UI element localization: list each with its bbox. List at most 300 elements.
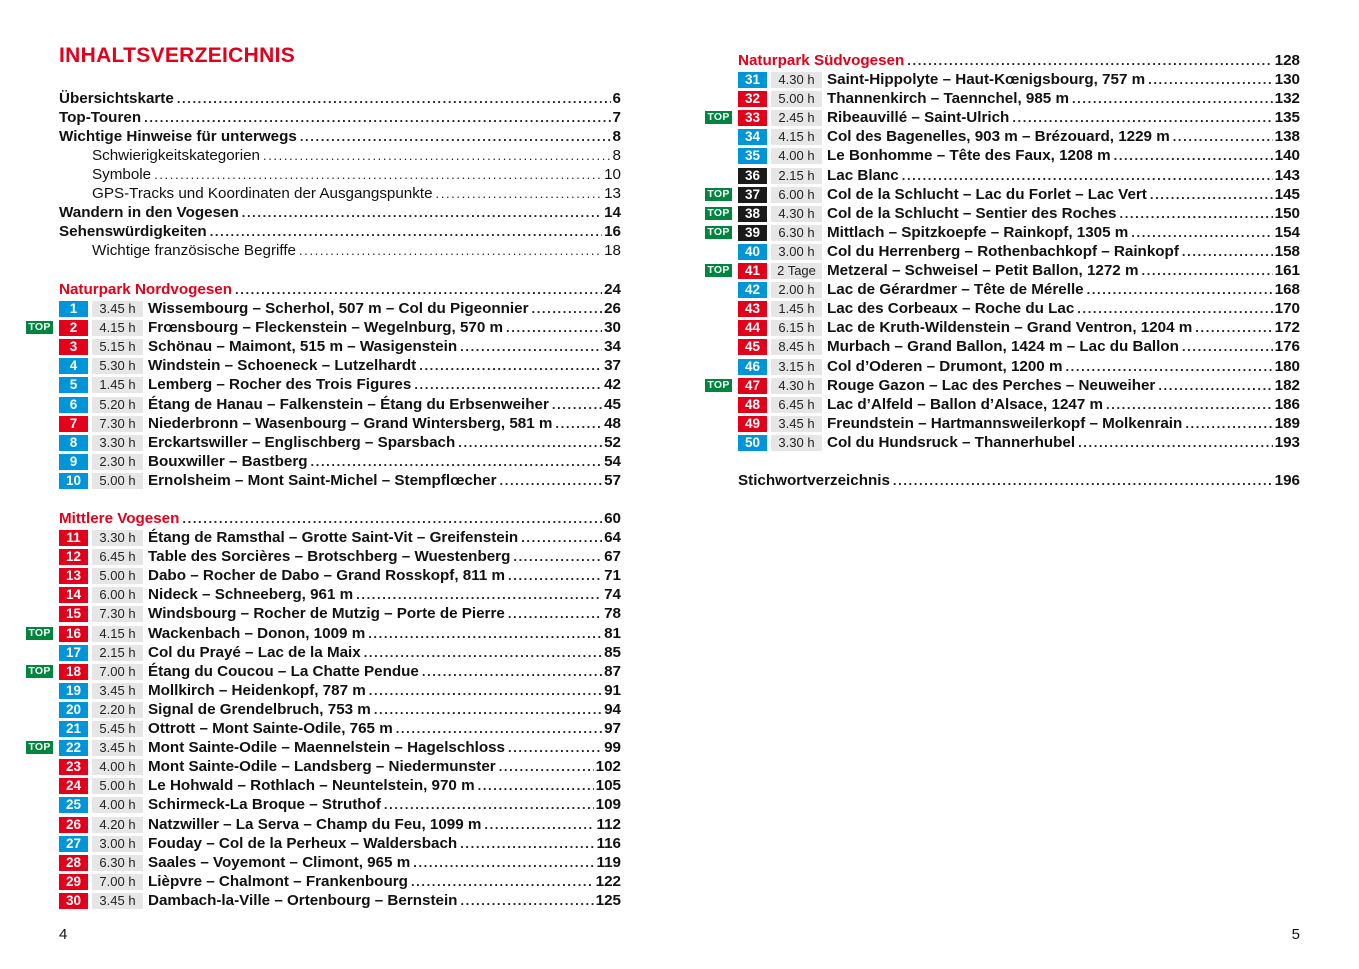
tour-duration: 6.30 h — [92, 855, 143, 871]
tour-row — [148, 853, 621, 872]
tour-row — [827, 337, 1300, 356]
tour-row-page: 154 — [1274, 224, 1300, 241]
leader-dots — [356, 585, 602, 604]
top-badge: TOP — [705, 207, 732, 220]
tour-row-text: Étang de Ramsthal – Grotte Saint-Vit – Greifenstein — [148, 529, 519, 546]
leader-dots — [1185, 414, 1272, 433]
tour-row-page: 109 — [595, 796, 621, 813]
section-heading-suedvogesen — [738, 51, 1300, 70]
tour-row — [148, 395, 621, 414]
leader-dots — [521, 528, 602, 547]
tour-row — [148, 337, 621, 356]
intro-entry-text: Schwierigkeitskategorien — [92, 147, 260, 164]
leader-dots — [555, 414, 602, 433]
tour-row-page: 81 — [604, 625, 621, 642]
tour-row-text: Ottrott – Mont Sainte-Odile, 765 m — [148, 720, 393, 737]
tour-duration: 6.30 h — [771, 225, 822, 241]
leader-dots — [413, 853, 594, 872]
tour-row-page: 130 — [1274, 71, 1300, 88]
intro-entry-text: Wichtige Hinweise für unterwegs — [59, 128, 297, 145]
tour-row-text: Col des Bagenelles, 903 m – Brézouard, 1229 m — [827, 128, 1170, 145]
tour-row-text: Col de la Schlucht – Sentier des Roches — [827, 205, 1117, 222]
tour-duration: 3.00 h — [771, 244, 822, 260]
leader-dots — [458, 433, 602, 452]
tour-duration: 6.00 h — [92, 587, 143, 603]
leader-dots — [1131, 223, 1272, 242]
leader-dots — [907, 51, 1272, 70]
tour-number-badge: 26 — [59, 817, 88, 833]
tour-row-page: 161 — [1274, 262, 1300, 279]
tour-row — [148, 318, 621, 337]
tour-number-badge: 16 — [59, 626, 88, 642]
leader-dots — [1114, 146, 1273, 165]
tour-number-badge: 34 — [738, 129, 767, 145]
top-badge: TOP — [705, 264, 732, 277]
leader-dots — [235, 280, 602, 299]
tour-row-page: 105 — [595, 777, 621, 794]
leader-dots — [460, 834, 594, 853]
tour-row — [148, 356, 621, 375]
tour-row — [148, 433, 621, 452]
tour-row-text: Schönau – Maimont, 515 m – Wasigenstein — [148, 338, 458, 355]
leader-dots — [300, 127, 611, 146]
leader-dots — [500, 471, 603, 490]
tour-row-page: 135 — [1274, 109, 1300, 126]
intro-entry-text: Symbole — [92, 166, 152, 183]
intro-entry-page: 7 — [612, 109, 621, 126]
tour-duration: 4.30 h — [771, 206, 822, 222]
tour-number-badge: 4 — [59, 358, 88, 374]
tour-number-badge: 47 — [738, 378, 767, 394]
intro-entry — [59, 222, 621, 241]
leader-dots — [1065, 357, 1272, 376]
tour-row-text: Lemberg – Rocher des Trois Figures — [148, 376, 412, 393]
intro-entry — [59, 203, 621, 222]
tour-row — [827, 318, 1300, 337]
tour-row — [827, 261, 1300, 280]
tour-row-page: 189 — [1274, 415, 1300, 432]
tour-duration: 4.30 h — [771, 72, 822, 88]
intro-entry — [92, 184, 621, 203]
tour-duration: 3.30 h — [92, 435, 143, 451]
tour-row-page: 45 — [604, 396, 621, 413]
leader-dots — [436, 184, 603, 203]
tour-row — [827, 433, 1300, 452]
tour-number-badge: 25 — [59, 797, 88, 813]
leader-dots — [311, 452, 603, 471]
tour-number-badge: 3 — [59, 339, 88, 355]
intro-entry — [59, 127, 621, 146]
tour-row — [827, 89, 1300, 108]
leader-dots — [484, 815, 594, 834]
intro-entry-page: 18 — [604, 242, 621, 259]
leader-dots — [1072, 89, 1273, 108]
tour-row-page: 48 — [604, 415, 621, 432]
tour-number-badge: 12 — [59, 549, 88, 565]
tour-row-page: 168 — [1274, 281, 1300, 298]
tour-row-text: Mont Sainte-Odile – Landsberg – Niedermunster — [148, 758, 496, 775]
intro-entry — [92, 165, 621, 184]
tour-duration: 1.45 h — [771, 301, 822, 317]
tour-duration: 7.30 h — [92, 606, 143, 622]
tour-number-badge: 43 — [738, 301, 767, 317]
leader-dots — [396, 719, 602, 738]
tour-row — [148, 299, 621, 318]
tour-row-page: 145 — [1274, 186, 1300, 203]
leader-dots — [1182, 337, 1273, 356]
page-number-left: 4 — [59, 926, 68, 943]
tour-number-badge: 2 — [59, 320, 88, 336]
tour-duration: 5.00 h — [771, 91, 822, 107]
intro-entry-page: 8 — [612, 147, 621, 164]
leader-dots — [1106, 395, 1273, 414]
tour-row — [148, 776, 621, 795]
tour-number-badge: 29 — [59, 874, 88, 890]
intro-entry — [92, 146, 621, 165]
tour-number-badge: 27 — [59, 836, 88, 852]
section-heading-nordvogesen-page: 24 — [604, 281, 621, 298]
top-badge: TOP — [26, 741, 53, 754]
tour-row-page: 71 — [604, 567, 621, 584]
tour-row-page: 150 — [1274, 205, 1300, 222]
leader-dots — [499, 757, 594, 776]
tour-number-badge: 10 — [59, 473, 88, 489]
top-badge: TOP — [705, 188, 732, 201]
tour-row — [148, 662, 621, 681]
tour-row — [827, 414, 1300, 433]
tour-row-text: Ribeauvillé – Saint-Ulrich — [827, 109, 1010, 126]
section-heading-suedvogesen-page: 128 — [1274, 52, 1300, 69]
tour-row — [827, 376, 1300, 395]
tour-number-badge: 24 — [59, 778, 88, 794]
tour-row-page: 67 — [604, 548, 621, 565]
tour-duration: 3.45 h — [92, 683, 143, 699]
tour-number-badge: 9 — [59, 454, 88, 470]
tour-duration: 4.15 h — [771, 129, 822, 145]
tour-row-text: Lac Blanc — [827, 167, 899, 184]
tour-number-badge: 33 — [738, 110, 767, 126]
tour-row-page: 132 — [1274, 90, 1300, 107]
leader-dots — [1078, 433, 1273, 452]
tour-number-badge: 7 — [59, 416, 88, 432]
tour-number-badge: 49 — [738, 416, 767, 432]
tour-row-page: 143 — [1274, 167, 1300, 184]
leader-dots — [552, 395, 602, 414]
tour-duration: 8.45 h — [771, 339, 822, 355]
tour-number-badge: 39 — [738, 225, 767, 241]
tour-row-text: Nideck – Schneeberg, 961 m — [148, 586, 354, 603]
tour-row-page: 186 — [1274, 396, 1300, 413]
intro-entry-page: 14 — [604, 204, 621, 221]
tour-row-text: Thannenkirch – Taennchel, 985 m — [827, 90, 1069, 107]
tour-duration: 5.45 h — [92, 721, 143, 737]
tour-duration: 3.45 h — [92, 740, 143, 756]
tour-row-page: 99 — [604, 739, 621, 756]
tour-duration: 2.30 h — [92, 454, 143, 470]
leader-dots — [1141, 261, 1272, 280]
tour-row-text: Rouge Gazon – Lac des Perches – Neuweiher — [827, 377, 1156, 394]
tour-row-page: 64 — [604, 529, 621, 546]
tour-number-badge: 17 — [59, 645, 88, 661]
tour-row — [148, 719, 621, 738]
tour-row — [148, 604, 621, 623]
tour-row-text: Bouxwiller – Bastberg — [148, 453, 308, 470]
tour-row-page: 91 — [604, 682, 621, 699]
tour-row-text: Windsbourg – Rocher de Mutzig – Porte de Pierre — [148, 605, 505, 622]
leader-dots — [364, 643, 602, 662]
toc-heading: INHALTSVERZEICHNIS — [59, 44, 296, 67]
tour-row-page: 37 — [604, 357, 621, 374]
tour-row — [827, 299, 1300, 318]
tour-duration: 3.45 h — [92, 301, 143, 317]
leader-dots — [1120, 204, 1273, 223]
tour-row — [148, 643, 621, 662]
leader-dots — [1012, 108, 1272, 127]
tour-number-badge: 15 — [59, 606, 88, 622]
tour-row — [148, 452, 621, 471]
tour-row-page: 30 — [604, 319, 621, 336]
index-entry-text: Stichwortverzeichnis — [738, 472, 890, 489]
tour-duration: 2.00 h — [771, 282, 822, 298]
intro-entry — [59, 89, 621, 108]
tour-row-page: 54 — [604, 453, 621, 470]
tour-row — [148, 815, 621, 834]
leader-dots — [460, 891, 593, 910]
tour-number-badge: 20 — [59, 702, 88, 718]
tour-row — [148, 872, 621, 891]
leader-dots — [508, 604, 602, 623]
tour-number-badge: 30 — [59, 893, 88, 909]
tour-row — [827, 223, 1300, 242]
leader-dots — [508, 738, 602, 757]
leader-dots — [411, 872, 594, 891]
tour-row — [148, 700, 621, 719]
tour-row-page: 193 — [1274, 434, 1300, 451]
tour-number-badge: 11 — [59, 530, 88, 546]
tour-row-page: 74 — [604, 586, 621, 603]
intro-entry-text: Übersichtskarte — [59, 90, 174, 107]
tour-row — [148, 738, 621, 757]
tour-row — [148, 528, 621, 547]
tour-row-text: Erckartswiller – Englischberg – Sparsbach — [148, 434, 456, 451]
leader-dots — [154, 165, 602, 184]
tour-row-page: 52 — [604, 434, 621, 451]
tour-row-page: 182 — [1274, 377, 1300, 394]
tour-row-text: Col du Herrenberg – Rothenbachkopf – Rainkopf — [827, 243, 1179, 260]
intro-entry-text: Wichtige französische Begriffe — [92, 242, 297, 259]
leader-dots — [1173, 127, 1273, 146]
tour-duration: 2.15 h — [92, 645, 143, 661]
tour-row — [827, 146, 1300, 165]
tour-row-text: Metzeral – Schweisel – Petit Ballon, 1272 m — [827, 262, 1139, 279]
section-heading-mittlere-text: Mittlere Vogesen — [59, 510, 180, 527]
tour-number-badge: 8 — [59, 435, 88, 451]
intro-entry-text: Top-Touren — [59, 109, 142, 126]
leader-dots — [1182, 242, 1273, 261]
tour-row-text: Frœnsbourg – Fleckenstein – Wegelnburg, 570 m — [148, 319, 504, 336]
tour-row — [148, 891, 621, 910]
intro-entry-page: 8 — [612, 128, 621, 145]
leader-dots — [506, 318, 602, 337]
tour-row-text: Le Hohwald – Rothlach – Neuntelstein, 970 m — [148, 777, 475, 794]
tour-duration: 7.30 h — [92, 416, 143, 432]
tour-number-badge: 38 — [738, 206, 767, 222]
tour-duration: 4.00 h — [92, 797, 143, 813]
tour-duration: 3.30 h — [92, 530, 143, 546]
tour-row-text: Mont Sainte-Odile – Maennelstein – Hagelschloss — [148, 739, 505, 756]
tour-row-page: 78 — [604, 605, 621, 622]
leader-dots — [893, 471, 1273, 490]
tour-row-page: 180 — [1274, 358, 1300, 375]
tour-row — [148, 681, 621, 700]
tour-row — [827, 166, 1300, 185]
intro-entry-page: 13 — [604, 185, 621, 202]
tour-number-badge: 32 — [738, 91, 767, 107]
tour-duration: 2.20 h — [92, 702, 143, 718]
section-heading-nordvogesen-text: Naturpark Nordvogesen — [59, 281, 233, 298]
tour-row — [827, 70, 1300, 89]
tour-row-text: Mollkirch – Heidenkopf, 787 m — [148, 682, 366, 699]
tour-number-badge: 22 — [59, 740, 88, 756]
tour-row-page: 176 — [1274, 338, 1300, 355]
tour-duration: 5.20 h — [92, 397, 143, 413]
leader-dots — [144, 108, 610, 127]
tour-duration: 4.30 h — [771, 378, 822, 394]
leader-dots — [210, 222, 602, 241]
tour-number-badge: 19 — [59, 683, 88, 699]
index-entry — [738, 471, 1300, 490]
tour-row-page: 26 — [604, 300, 621, 317]
leader-dots — [1150, 185, 1273, 204]
tour-row-text: Ernolsheim – Mont Saint-Michel – Stempflœcher — [148, 472, 497, 489]
top-badge: TOP — [705, 379, 732, 392]
tour-row-text: Col du Hundsruck – Thannerhubel — [827, 434, 1076, 451]
tour-row-text: Windstein – Schoeneck – Lutzelhardt — [148, 357, 417, 374]
leader-dots — [299, 241, 602, 260]
tour-row-text: Lac des Corbeaux – Roche du Lac — [827, 300, 1075, 317]
tour-row-page: 112 — [596, 816, 621, 833]
leader-dots — [384, 795, 594, 814]
tour-number-badge: 28 — [59, 855, 88, 871]
index-entry-page: 196 — [1274, 472, 1300, 489]
tour-row-page: 85 — [604, 644, 621, 661]
tour-row — [827, 242, 1300, 261]
tour-duration: 2.45 h — [771, 110, 822, 126]
tour-duration: 3.45 h — [771, 416, 822, 432]
tour-duration: 2.15 h — [771, 168, 822, 184]
tour-duration: 3.45 h — [92, 893, 143, 909]
intro-entry — [92, 241, 621, 260]
tour-duration: 4.15 h — [92, 320, 143, 336]
tour-row-text: Le Bonhomme – Tête des Faux, 1208 m — [827, 147, 1111, 164]
intro-entry-page: 6 — [612, 90, 621, 107]
tour-number-badge: 21 — [59, 721, 88, 737]
top-badge: TOP — [26, 321, 53, 334]
tour-row — [148, 471, 621, 490]
tour-row-page: 122 — [595, 873, 621, 890]
tour-row-text: Table des Sorcières – Brotschberg – Wuestenberg — [148, 548, 511, 565]
tour-row — [827, 185, 1300, 204]
tour-number-badge: 13 — [59, 568, 88, 584]
tour-number-badge: 1 — [59, 301, 88, 317]
right-page — [680, 0, 1359, 969]
tour-row-text: Col d’Oderen – Drumont, 1200 m — [827, 358, 1063, 375]
tour-number-badge: 45 — [738, 339, 767, 355]
tour-duration: 6.00 h — [771, 187, 822, 203]
leader-dots — [374, 700, 602, 719]
tour-number-badge: 42 — [738, 282, 767, 298]
tour-row-page: 125 — [595, 892, 621, 909]
page-number-right: 5 — [1291, 926, 1300, 943]
tour-row — [148, 547, 621, 566]
tour-row-text: Signal de Grendelbruch, 753 m — [148, 701, 371, 718]
section-heading-mittlere-page: 60 — [604, 510, 621, 527]
tour-row — [148, 566, 621, 585]
tour-duration: 3.15 h — [771, 359, 822, 375]
tour-row — [827, 280, 1300, 299]
tour-row-text: Dabo – Rocher de Dabo – Grand Rosskopf, 811 m — [148, 567, 506, 584]
tour-row-text: Étang de Hanau – Falkenstein – Étang du Erbsenweiher — [148, 396, 549, 413]
tour-row-page: 138 — [1274, 128, 1300, 145]
tour-duration: 1.45 h — [92, 377, 143, 393]
tour-row — [827, 108, 1300, 127]
top-badge: TOP — [705, 111, 732, 124]
leader-dots — [414, 375, 602, 394]
tour-number-badge: 35 — [738, 148, 767, 164]
leader-dots — [182, 509, 602, 528]
intro-entry — [59, 108, 621, 127]
tour-row — [827, 127, 1300, 146]
tour-row-text: Lac d’Alfeld – Ballon d’Alsace, 1247 m — [827, 396, 1104, 413]
tour-row-page: 158 — [1274, 243, 1300, 260]
leader-dots — [1195, 318, 1272, 337]
tour-duration: 4.00 h — [92, 759, 143, 775]
tour-row-page: 140 — [1274, 147, 1300, 164]
tour-row-page: 42 — [604, 376, 621, 393]
tour-row-page: 57 — [604, 472, 621, 489]
tour-duration: 5.00 h — [92, 568, 143, 584]
leader-dots — [369, 681, 602, 700]
tour-duration: 5.00 h — [92, 473, 143, 489]
tour-number-badge: 48 — [738, 397, 767, 413]
tour-row-text: Col de la Schlucht – Lac du Forlet – Lac Vert — [827, 186, 1147, 203]
leader-dots — [177, 89, 611, 108]
tour-row — [148, 624, 621, 643]
leader-dots — [1148, 70, 1273, 89]
tour-number-badge: 31 — [738, 72, 767, 88]
tour-row-text: Dambach-la-Ville – Ortenbourg – Bernstein — [148, 892, 458, 909]
tour-duration: 6.45 h — [771, 397, 822, 413]
tour-row-text: Étang du Coucou – La Chatte Pendue — [148, 663, 419, 680]
tour-number-badge: 44 — [738, 320, 767, 336]
leader-dots — [422, 662, 602, 681]
tour-duration: 5.15 h — [92, 339, 143, 355]
tour-number-badge: 50 — [738, 435, 767, 451]
tour-duration: 4.15 h — [92, 626, 143, 642]
top-badge: TOP — [26, 665, 53, 678]
tour-row-text: Saint-Hippolyte – Haut-Kœnigsbourg, 757 m — [827, 71, 1146, 88]
tour-row — [148, 757, 621, 776]
leader-dots — [513, 547, 602, 566]
tour-row-text: Niederbronn – Wasenbourg – Grand Wintersberg, 581 m — [148, 415, 553, 432]
tour-duration: 4.00 h — [771, 148, 822, 164]
leader-dots — [368, 624, 602, 643]
tour-number-badge: 36 — [738, 168, 767, 184]
tour-number-badge: 6 — [59, 397, 88, 413]
tour-row-text: Mittlach – Spitzkoepfe – Rainkopf, 1305 m — [827, 224, 1129, 241]
tour-duration: 7.00 h — [92, 874, 143, 890]
tour-row-text: Saales – Voyemont – Climont, 965 m — [148, 854, 411, 871]
